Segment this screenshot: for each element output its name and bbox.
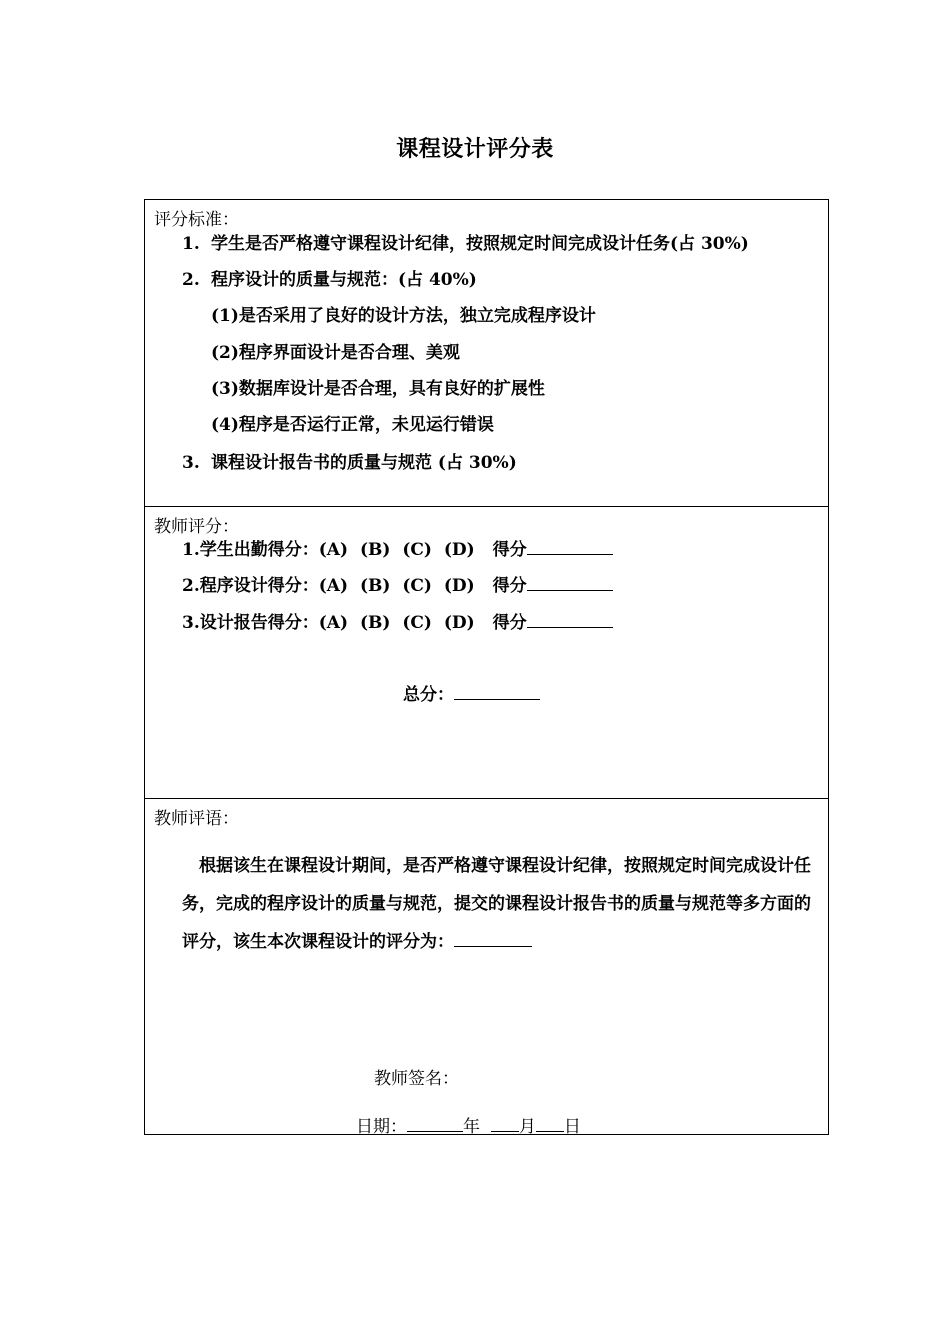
final-grade-blank[interactable]	[454, 945, 532, 947]
criteria-item-3	[182, 448, 517, 473]
page-title: 课程设计评分表	[396, 136, 554, 162]
year-blank[interactable]	[407, 1130, 463, 1132]
criteria-sub-item-1: (1)是否采用了良好的设计方法，独立完成程序设计	[211, 306, 596, 326]
grade-option-a[interactable]: (A)	[318, 540, 349, 560]
total-score-row	[403, 680, 540, 705]
criteria-item-number: 1.	[182, 234, 200, 254]
grade-option-b[interactable]: (B)	[359, 576, 391, 596]
criteria-section	[145, 200, 828, 507]
grade-option-c[interactable]: (C)	[402, 540, 432, 560]
score-row-report	[182, 608, 613, 633]
grade-option-a[interactable]: (A)	[318, 613, 349, 633]
grade-option-d[interactable]: (D)	[443, 576, 475, 596]
score-label: 得分	[492, 540, 527, 560]
comments-paragraph	[182, 847, 824, 961]
month-label: 月	[518, 1117, 536, 1137]
date-row	[356, 1112, 581, 1137]
teacher-signature-label: 教师签名：	[374, 1069, 459, 1089]
grade-option-b[interactable]: (B)	[359, 613, 391, 633]
score-row-attendance	[182, 535, 613, 560]
score-blank[interactable]	[527, 553, 613, 555]
score-row-label: 1.学生出勤得分：	[182, 540, 319, 560]
scoring-section	[145, 507, 828, 799]
score-row-program	[182, 571, 613, 596]
score-blank[interactable]	[527, 626, 613, 628]
score-blank[interactable]	[527, 589, 613, 591]
criteria-sub-item-4: (4)程序是否运行正常，未见运行错误	[211, 415, 494, 435]
year-label: 年	[463, 1117, 480, 1137]
comments-text: 根据该生在课程设计期间，是否严格遵守课程设计纪律，按照规定时间完成设计任务，完成的程序设计的质量与规范，提交的课程设计报告书的质量与规范等多方面的评分，该生本次课程设计的评分为：	[182, 856, 811, 952]
scoring-heading: 教师评分：	[154, 517, 239, 537]
score-label: 得分	[492, 576, 527, 596]
score-row-label: 2.程序设计得分：	[182, 576, 319, 596]
grade-option-c[interactable]: (C)	[402, 576, 432, 596]
total-score-label: 总分：	[403, 685, 454, 705]
criteria-item-number: 2.	[182, 270, 200, 290]
comments-heading: 教师评语：	[154, 809, 239, 829]
evaluation-form	[144, 199, 829, 1135]
criteria-item-number: 3.	[182, 453, 200, 473]
criteria-sub-item-2: (2)程序界面设计是否合理、美观	[211, 343, 460, 363]
score-label: 得分	[492, 613, 527, 633]
grade-option-d[interactable]: (D)	[443, 613, 475, 633]
grade-option-d[interactable]: (D)	[443, 540, 475, 560]
criteria-heading: 评分标准：	[154, 210, 239, 230]
day-label: 日	[563, 1117, 581, 1137]
month-blank[interactable]	[491, 1130, 519, 1132]
grade-option-a[interactable]: (A)	[318, 576, 349, 596]
date-label: 日期：	[356, 1117, 407, 1137]
day-blank[interactable]	[536, 1130, 564, 1132]
criteria-item-text: 学生是否严格遵守课程设计纪律，按照规定时间完成设计任务(占 30%)	[211, 234, 749, 254]
criteria-item-2	[182, 265, 477, 290]
criteria-item-1	[182, 229, 749, 254]
grade-option-c[interactable]: (C)	[402, 613, 432, 633]
criteria-item-text: 程序设计的质量与规范：(占 40%)	[211, 270, 477, 290]
score-row-label: 3.设计报告得分：	[182, 613, 319, 633]
grade-option-b[interactable]: (B)	[359, 540, 391, 560]
total-score-blank[interactable]	[454, 698, 540, 700]
criteria-sub-item-3: (3)数据库设计是否合理，具有良好的扩展性	[211, 379, 545, 399]
comments-section	[145, 799, 828, 1137]
criteria-item-text: 课程设计报告书的质量与规范 (占 30%)	[211, 453, 517, 473]
